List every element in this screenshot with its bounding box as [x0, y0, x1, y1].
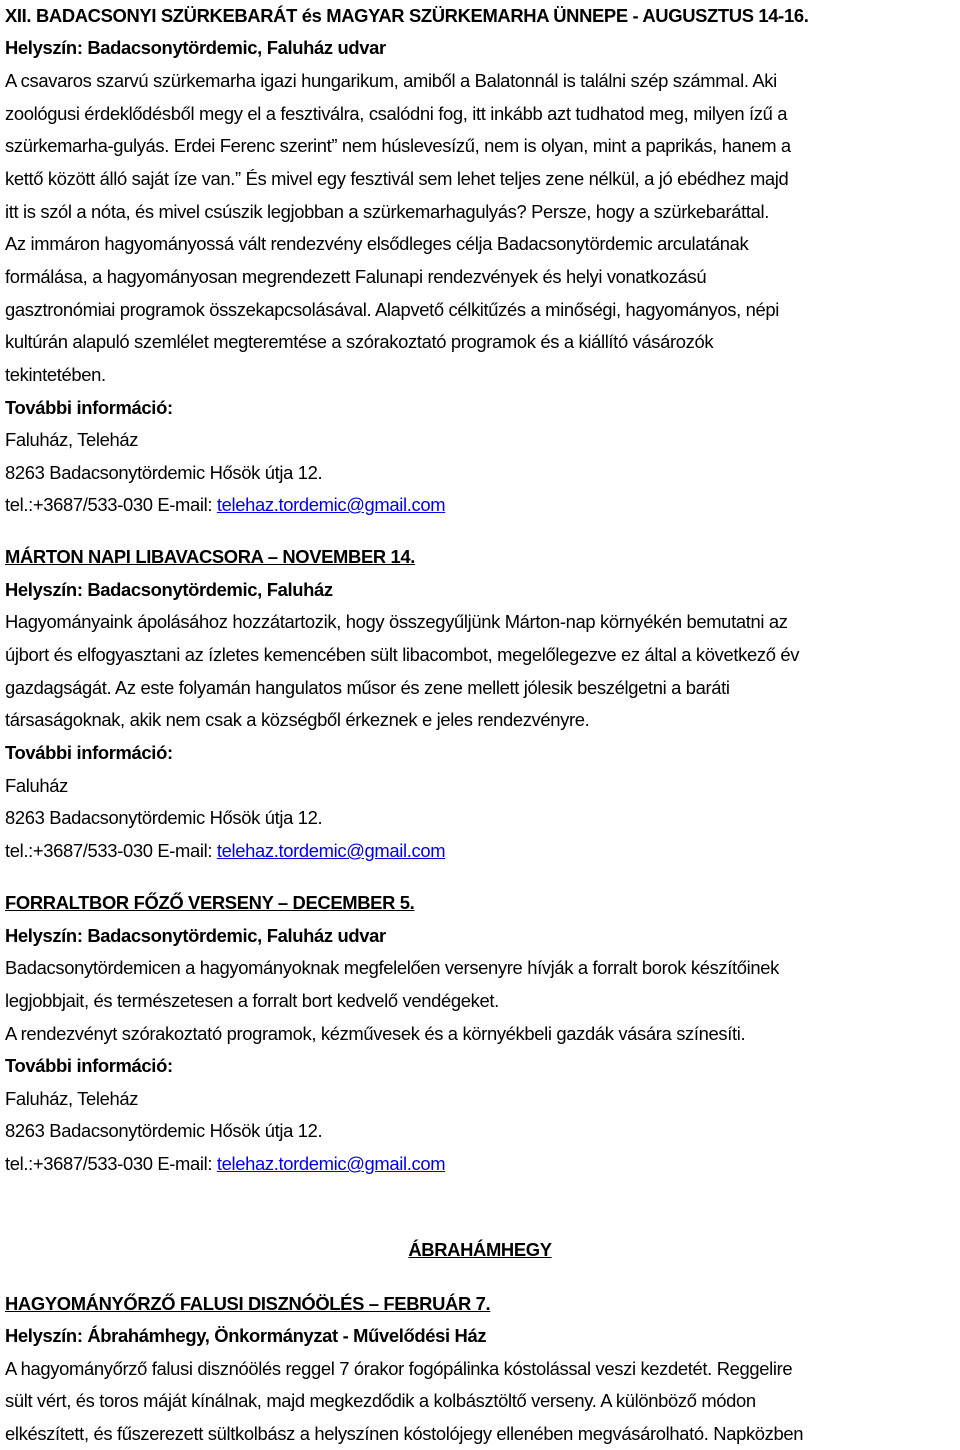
info-line: Faluház	[5, 775, 68, 796]
info-line: 8263 Badacsonytördemic Hősök útja 12.	[5, 807, 323, 828]
body-line: Az immáron hagyományossá vált rendezvény elsődleges célja Badacsonytördemic arculatának	[5, 233, 749, 254]
email-link[interactable]: telehaz.tordemic@gmail.com	[216, 494, 446, 515]
section-title: XII. BADACSONYI SZÜRKEBARÁT és MAGYAR SZÜRKEMARHA ÜNNEPE - AUGUSZTUS 14-16.	[5, 5, 809, 26]
contact-line	[5, 1147, 445, 1180]
section-title: MÁRTON NAPI LIBAVACSORA – NOVEMBER 14.	[5, 546, 416, 567]
contact-line	[5, 834, 445, 867]
section-venue: Helyszín: Ábrahámhegy, Önkormányzat - Művelődési Ház	[5, 1325, 487, 1346]
contact-prefix: tel.:+3687/533-030 E-mail:	[5, 494, 217, 515]
body-line: kettő között álló saját íze van.” És mivel egy fesztivál sem lehet teljes zene nélkül, a jó ebédhez majd	[5, 168, 789, 189]
body-line: sült vért, és toros máját kínálnak, majd megkezdődik a kolbásztöltő verseny. A különböző módon	[5, 1390, 756, 1411]
body-line: tekintetében.	[5, 364, 106, 385]
body-line: gazdagságát. Az este folyamán hangulatos műsor és zene mellett jólesik beszélgetni a baráti	[5, 677, 730, 698]
email-link[interactable]: telehaz.tordemic@gmail.com	[216, 840, 446, 861]
body-line: legjobbjait, és természetesen a forralt bort kedvelő vendégeket.	[5, 990, 499, 1011]
contact-prefix: tel.:+3687/533-030 E-mail:	[5, 1153, 217, 1174]
body-line: A hagyományőrző falusi disznóölés reggel 7 órakor fogópálinka kóstolással veszi kezdetét. Reggelire	[5, 1358, 793, 1379]
body-line: újbort és elfogyasztani az ízletes kemencében sült libacombot, megelőlegezve ez által a következő év	[5, 644, 800, 665]
village-heading: ÁBRAHÁMHEGY	[408, 1239, 552, 1260]
body-line: formálása, a hagyományosan megrendezett Falunapi rendezvények és helyi vonatkozású	[5, 266, 707, 287]
email-link[interactable]: telehaz.tordemic@gmail.com	[216, 1153, 446, 1174]
info-line: 8263 Badacsonytördemic Hősök útja 12.	[5, 1120, 323, 1141]
info-line: Faluház, Teleház	[5, 429, 139, 450]
body-line: A rendezvényt szórakoztató programok, kézművesek és a környékbeli gazdák vására színesíti.	[5, 1023, 746, 1044]
info-heading: További információ:	[5, 397, 173, 418]
section-venue: Helyszín: Badacsonytördemic, Faluház udvar	[5, 37, 386, 58]
info-heading: További információ:	[5, 742, 173, 763]
contact-line	[5, 488, 445, 521]
body-line: kultúrán alapuló szemlélet megteremtése a szórakoztató programok és a kiállító vásározók	[5, 331, 714, 352]
section-venue: Helyszín: Badacsonytördemic, Faluház udvar	[5, 925, 386, 946]
body-line: gasztronómiai programok összekapcsolásával. Alapvető célkitűzés a minőségi, hagyományos, népi	[5, 299, 779, 320]
body-line: Hagyományaink ápolásához hozzátartozik, hogy összegyűljünk Márton-nap környékén bemutatni az	[5, 611, 788, 632]
body-line: Badacsonytördemicen a hagyományoknak megfelelően versenyre hívják a forralt borok készítőinek	[5, 957, 780, 978]
body-line: A csavaros szarvú szürkemarha igazi hungarikum, amiből a Balatonnál is találni szép számmal. Aki	[5, 70, 777, 91]
section-venue: Helyszín: Badacsonytördemic, Faluház	[5, 579, 333, 600]
info-line: Faluház, Teleház	[5, 1088, 139, 1109]
contact-prefix: tel.:+3687/533-030 E-mail:	[5, 840, 217, 861]
section-title: HAGYOMÁNYŐRZŐ FALUSI DISZNÓÖLÉS – FEBRUÁR 7.	[5, 1293, 491, 1314]
info-heading: További információ:	[5, 1055, 173, 1076]
body-line: társaságoknak, akik nem csak a községből érkeznek e jeles rendezvényre.	[5, 709, 590, 730]
body-line: elkészített, és fűszerezett sültkolbász a helyszínen kóstolójegy ellenében megvásárolható. Napközben	[5, 1423, 804, 1444]
body-line: szürkemarha-gulyás. Erdei Ferenc szerint” nem húslevesízű, nem is olyan, mint a paprikás, hanem a	[5, 135, 791, 156]
info-line: 8263 Badacsonytördemic Hősök útja 12.	[5, 462, 323, 483]
section-title: FORRALTBOR FŐZŐ VERSENY – DECEMBER 5.	[5, 892, 415, 913]
body-line: itt is szól a nóta, és mivel csúszik legjobban a szürkemarhagulyás? Persze, hogy a szürkebaráttal.	[5, 201, 770, 222]
body-line: zoológusi érdeklődésből megy el a fesztiválra, csalódni fog, itt inkább azt tudhatod meg, milyen ízű a	[5, 103, 788, 124]
